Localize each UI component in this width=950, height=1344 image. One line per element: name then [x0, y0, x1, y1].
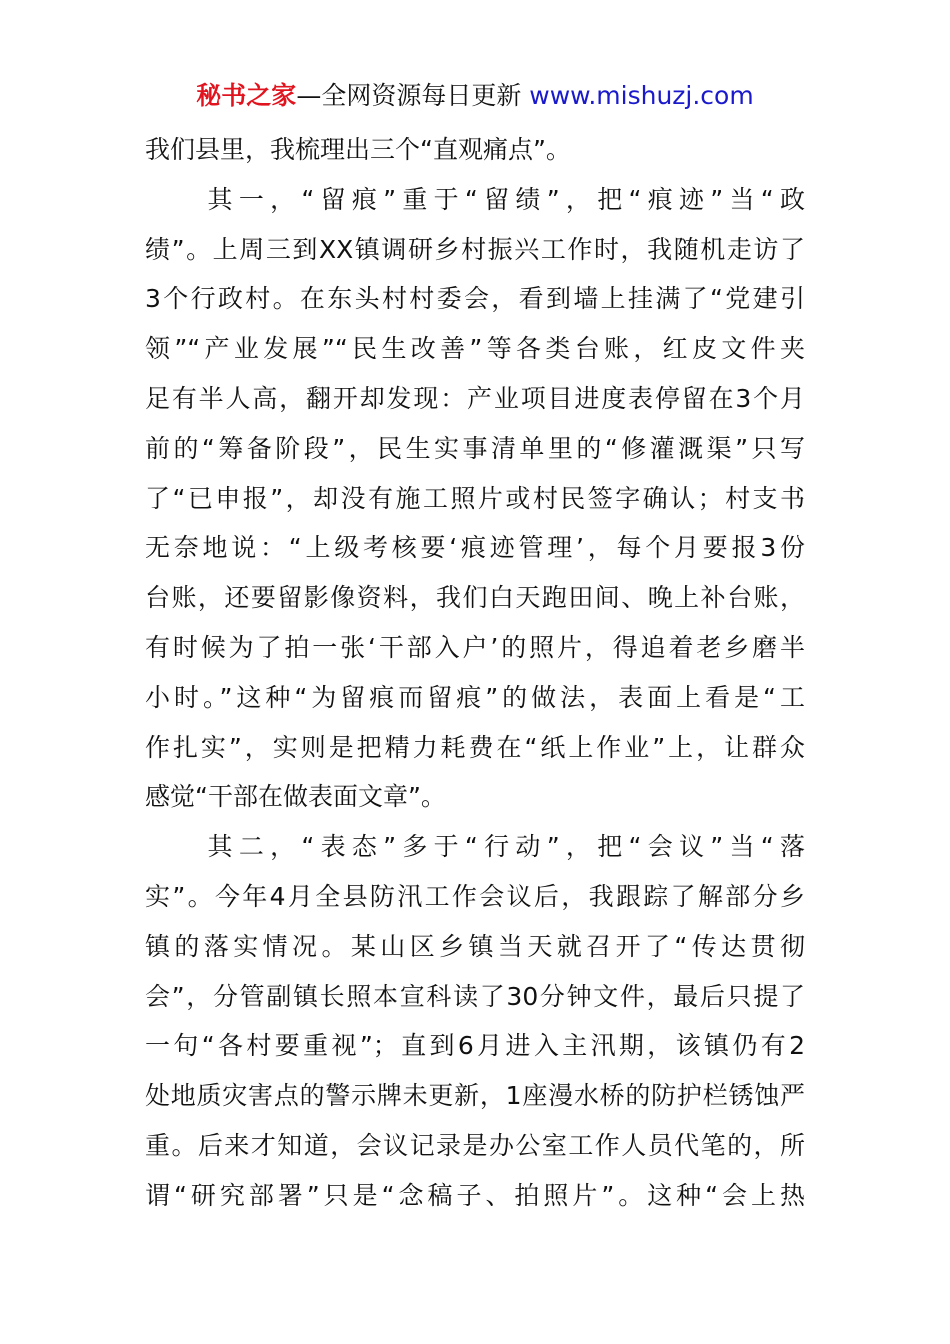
brand-name: 秘书之家	[196, 81, 297, 110]
text-line: 谓“研究部署”只是“念稿子、拍照片”。这种“会上热	[145, 1180, 805, 1210]
text-line: 有时候为了拍一张‘干部入户’的照片，得追着老乡磨半	[145, 632, 805, 662]
text-line: 台账，还要留影像资料，我们白天跑田间、晚上补台账，	[145, 583, 805, 613]
text-line: 前的“筹备阶段”，民生实事清单里的“修灌溉渠”只写	[145, 433, 805, 463]
document-body	[145, 125, 805, 1221]
text-line: 实”。今年4月全县防汛工作会议后，我跟踪了解部分乡	[145, 881, 805, 911]
text-line: 其一，“留痕”重于“留绩”，把“痕迹”当“政	[145, 184, 805, 214]
text-line: 我们县里，我梳理出三个“直观痛点”。	[145, 135, 571, 164]
text-line: 绩”。上周三到XX镇调研乡村振兴工作时，我随机走访了	[145, 234, 805, 264]
text-line: 足有半人高，翻开却发现：产业项目进度表停留在3个月	[145, 383, 805, 413]
text-line: 镇的落实情况。某山区乡镇当天就召开了“传达贯彻	[145, 931, 805, 961]
text-line: 处地质灾害点的警示牌未更新，1座漫水桥的防护栏锈蚀严	[145, 1081, 805, 1111]
text-line: 领”“产业发展”“民生改善”等各类台账，红皮文件夹	[145, 334, 805, 364]
text-line: 一句“各村要重视”；直到6月进入主汛期，该镇仍有2	[145, 1031, 805, 1061]
site-url-link[interactable]: www.mishuzj.com	[529, 81, 754, 110]
text-line: 作扎实”，实则是把精力耗费在“纸上作业”上，让群众	[145, 732, 805, 762]
text-line: 无奈地说：“上级考核要‘痕迹管理’，每个月要报3份	[145, 533, 805, 563]
text-line: 3个行政村。在东头村村委会，看到墙上挂满了“党建引	[145, 284, 805, 314]
text-line: 小时。”这种“为留痕而留痕”的做法，表面上看是“工	[145, 682, 805, 712]
page-header	[0, 78, 950, 114]
text-line: 感觉“干部在做表面文章”。	[145, 782, 446, 812]
header-tagline: —全网资源每日更新	[296, 81, 522, 110]
text-line: 重。后来才知道，会议记录是办公室工作人员代笔的，所	[145, 1130, 805, 1160]
text-line: 会”，分管副镇长照本宣科读了30分钟文件，最后只提了	[145, 981, 805, 1011]
text-line: 了“已申报”，却没有施工照片或村民签字确认；村支书	[145, 483, 805, 513]
text-line: 其二，“表态”多于“行动”，把“会议”当“落	[145, 832, 805, 862]
